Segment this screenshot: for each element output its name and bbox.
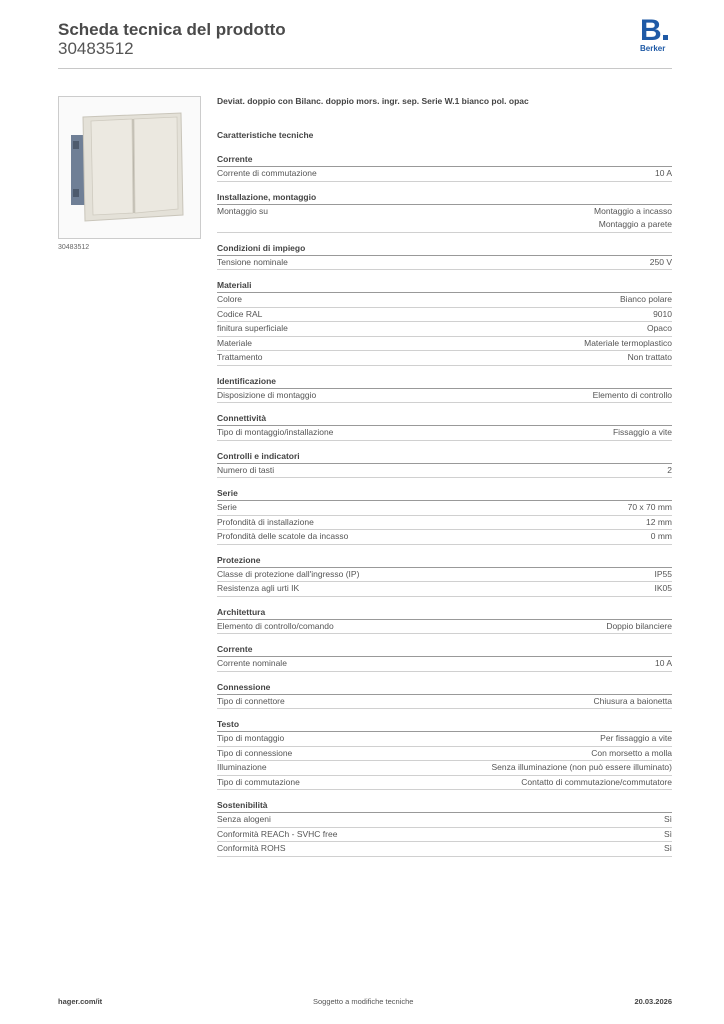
spec-label: Illuminazione xyxy=(217,762,267,772)
spec-row xyxy=(217,747,672,762)
spec-row xyxy=(217,426,672,441)
footer-website[interactable]: hager.com/it xyxy=(58,997,103,1006)
spec-group xyxy=(217,800,672,857)
spec-label: Profondità di installazione xyxy=(217,516,314,527)
spec-value xyxy=(650,256,672,270)
spec-value xyxy=(664,813,672,827)
spec-table xyxy=(217,154,672,867)
footer-disclaimer: Soggetto a modifiche tecniche xyxy=(313,997,414,1006)
spec-group-title: Architettura xyxy=(217,607,672,620)
spec-value-line: Opaco xyxy=(646,323,672,333)
spec-label: Trattamento xyxy=(217,352,263,362)
spec-row xyxy=(217,389,672,404)
spec-value xyxy=(628,351,672,365)
spec-row xyxy=(217,582,672,597)
spec-value-line: Doppio bilanciere xyxy=(606,620,672,631)
switch-illustration xyxy=(59,97,200,238)
spec-group-title: Connessione xyxy=(217,682,672,695)
spec-row xyxy=(217,293,672,308)
spec-value xyxy=(593,389,672,403)
spec-row xyxy=(217,776,672,791)
spec-value xyxy=(628,501,672,515)
product-image xyxy=(58,96,201,239)
spec-value xyxy=(655,167,672,181)
spec-value xyxy=(655,568,673,582)
spec-group-title: Corrente xyxy=(217,644,672,657)
spec-row xyxy=(217,732,672,747)
spec-group-title: Identificazione xyxy=(217,376,672,389)
spec-value-line: IK05 xyxy=(654,583,672,593)
spec-group xyxy=(217,488,672,545)
spec-group-title: Corrente xyxy=(217,154,672,167)
spec-value xyxy=(646,516,672,530)
spec-group-title: Testo xyxy=(217,719,672,732)
spec-label: Corrente nominale xyxy=(217,658,287,668)
spec-row xyxy=(217,167,672,182)
spec-value xyxy=(613,426,672,440)
spec-value-line: Senza illuminazione (non può essere illuminato) xyxy=(491,762,672,772)
spec-row xyxy=(217,308,672,323)
spec-value-line: IP55 xyxy=(654,568,672,579)
spec-label: Tipo di montaggio xyxy=(217,733,285,743)
spec-value-line: Chiusura a baionetta xyxy=(593,695,672,706)
spec-value-line: 2 xyxy=(667,464,672,475)
spec-group xyxy=(217,413,672,441)
spec-label: Numero di tasti xyxy=(217,464,275,475)
spec-row xyxy=(217,501,672,516)
spec-value xyxy=(647,322,672,336)
spec-label: Montaggio su xyxy=(217,205,269,216)
spec-row xyxy=(217,464,672,479)
spec-row xyxy=(217,761,672,776)
spec-value-line: Sì xyxy=(663,843,672,853)
spec-group xyxy=(217,243,672,271)
spec-group xyxy=(217,682,672,710)
spec-group xyxy=(217,451,672,479)
spec-label: Serie xyxy=(217,502,237,512)
spec-group-title: Serie xyxy=(217,488,672,501)
spec-group-title: Condizioni di impiego xyxy=(217,243,672,256)
spec-value-line: 70 x 70 mm xyxy=(627,502,672,512)
spec-group xyxy=(217,607,672,635)
spec-value xyxy=(591,747,672,761)
spec-row xyxy=(217,530,672,545)
spec-value-line: Materiale termoplastico xyxy=(584,337,672,348)
spec-value xyxy=(594,205,672,232)
spec-row xyxy=(217,695,672,710)
spec-group xyxy=(217,280,672,366)
brand-letter: B xyxy=(640,14,662,47)
spec-row xyxy=(217,337,672,352)
spec-value-line: Sì xyxy=(663,828,672,839)
spec-value xyxy=(594,695,672,709)
spec-group xyxy=(217,154,672,182)
footer-date: 20.03.2026 xyxy=(634,997,672,1006)
spec-group xyxy=(217,644,672,672)
header-divider xyxy=(58,68,672,69)
spec-label: Classe di protezione dall'ingresso (IP) xyxy=(217,568,360,579)
spec-group xyxy=(217,555,672,597)
spec-value xyxy=(606,620,672,634)
spec-label: Tipo di commutazione xyxy=(217,776,300,787)
spec-label: Tipo di montaggio/installazione xyxy=(217,427,334,437)
spec-value-line: Sì xyxy=(663,814,672,824)
spec-row xyxy=(217,351,672,366)
spec-label: Profondità delle scatole da incasso xyxy=(217,531,349,541)
spec-value xyxy=(620,293,672,307)
spec-label: Conformità REACh - SVHC free xyxy=(217,828,338,839)
spec-value-line: 9010 xyxy=(653,308,672,319)
spec-value-line: 10 A xyxy=(654,168,672,178)
spec-label: Colore xyxy=(217,294,243,304)
spec-value-line: Elemento di controllo xyxy=(592,389,672,400)
spec-label: Tipo di connettore xyxy=(217,695,285,706)
spec-row xyxy=(217,620,672,635)
spec-label: Codice RAL xyxy=(217,308,263,319)
spec-group-title: Controlli e indicatori xyxy=(217,451,672,464)
spec-label: Tipo di connessione xyxy=(217,747,293,758)
spec-label: Materiale xyxy=(217,337,252,348)
spec-group-title: Materiali xyxy=(217,280,672,293)
spec-label: Disposizione di montaggio xyxy=(217,389,317,400)
spec-row xyxy=(217,842,672,857)
spec-value xyxy=(651,530,672,544)
spec-row xyxy=(217,828,672,843)
spec-group-title: Installazione, montaggio xyxy=(217,192,672,205)
spec-label: Elemento di controllo/comando xyxy=(217,620,334,631)
spec-row xyxy=(217,256,672,271)
product-description: Deviat. doppio con Bilanc. doppio mors. ingr. sep. Serie W.1 bianco pol. opac xyxy=(217,96,529,106)
spec-label: Resistenza agli urti IK xyxy=(217,583,300,593)
spec-row xyxy=(217,322,672,337)
spec-value-line: 0 mm xyxy=(650,531,672,541)
spec-value xyxy=(655,657,672,671)
product-number: 30483512 xyxy=(58,39,134,58)
spec-group-title: Sostenibilità xyxy=(217,800,672,813)
spec-value-line: Bianco polare xyxy=(620,294,672,304)
spec-value-line: 250 V xyxy=(649,256,672,267)
spec-value xyxy=(521,776,672,790)
spec-value-line: Per fissaggio a vite xyxy=(600,733,672,743)
spec-value xyxy=(653,308,672,322)
brand-name: Berker xyxy=(640,44,666,53)
spec-value-line: Montaggio a incasso xyxy=(594,205,672,216)
spec-group xyxy=(217,376,672,404)
spec-value-line: 12 mm xyxy=(646,516,672,527)
spec-group-title: Connettività xyxy=(217,413,672,426)
spec-row xyxy=(217,813,672,828)
spec-row xyxy=(217,568,672,583)
logo-dot xyxy=(663,35,668,40)
brand-logo xyxy=(640,14,680,54)
section-title: Caratteristiche tecniche xyxy=(217,130,314,140)
spec-label: Senza alogeni xyxy=(217,814,271,824)
spec-group-title: Protezione xyxy=(217,555,672,568)
spec-value-line: Montaggio a parete xyxy=(598,219,672,229)
spec-label: Corrente di commutazione xyxy=(217,168,317,178)
spec-value xyxy=(664,842,672,856)
spec-value-line: Fissaggio a vite xyxy=(612,427,672,437)
spec-value xyxy=(492,761,673,775)
image-caption: 30483512 xyxy=(58,244,90,251)
spec-row xyxy=(217,205,672,233)
spec-value-line: Contatto di commutazione/commutatore xyxy=(521,776,672,787)
spec-value xyxy=(667,464,672,478)
spec-group xyxy=(217,192,672,233)
spec-label: finitura superficiale xyxy=(217,323,288,333)
spec-value-line: Con morsetto a molla xyxy=(591,747,672,758)
spec-value xyxy=(584,337,672,351)
spec-group xyxy=(217,719,672,790)
spec-value xyxy=(600,732,672,746)
spec-value xyxy=(655,582,673,596)
spec-row xyxy=(217,657,672,672)
spec-label: Conformità ROHS xyxy=(217,843,286,853)
spec-value-line: 10 A xyxy=(654,658,672,668)
spec-label: Tensione nominale xyxy=(217,256,288,267)
spec-row xyxy=(217,516,672,531)
page-title: Scheda tecnica del prodotto xyxy=(58,20,286,39)
spec-value xyxy=(664,828,672,842)
spec-value-line: Non trattato xyxy=(627,352,672,362)
